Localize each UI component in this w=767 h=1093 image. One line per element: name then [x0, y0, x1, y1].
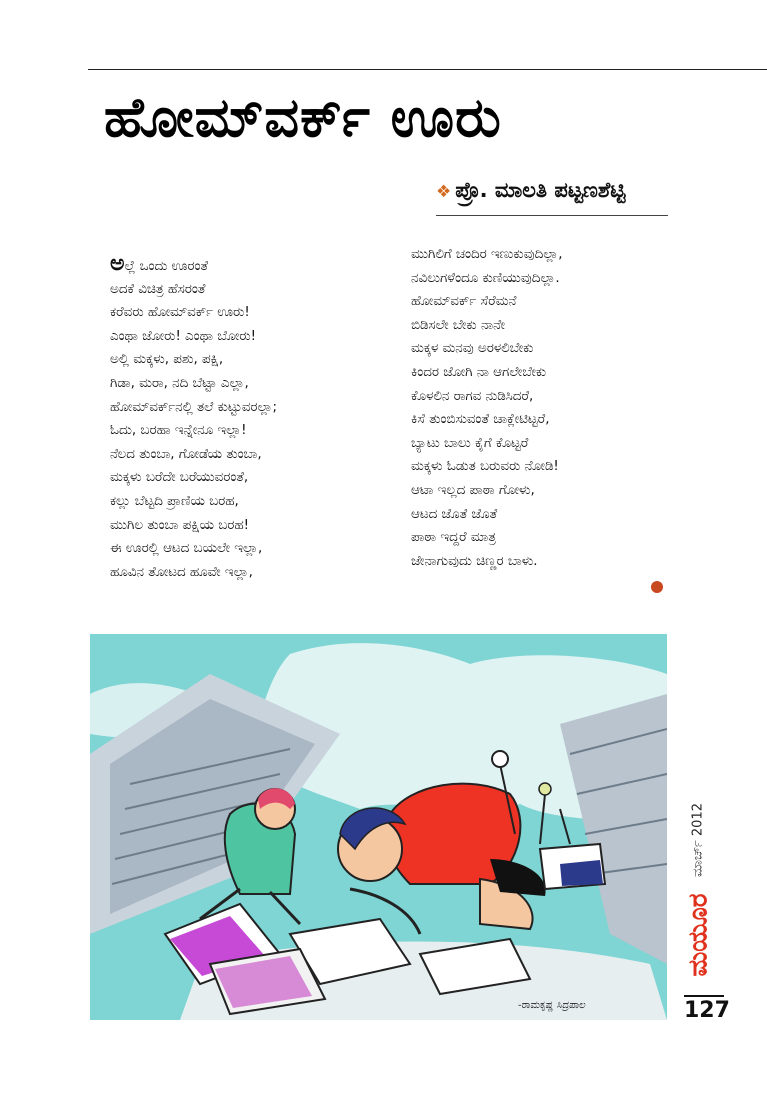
poem-line: ಆಟಾ ಇಲ್ಲದ ಪಾಠಾ ಗೋಳು,: [411, 482, 535, 498]
top-rule: [88, 69, 767, 70]
poem-line: ಮುಗಿಲ ತುಂಬಾ ಪಕ್ಷಿಯ ಬರಹ!: [110, 517, 249, 533]
illustration-credit: -ರಾಮಕೃಷ್ಣ ಸಿದ್ರಪಾಲ: [517, 1000, 587, 1011]
poem-line: ಕರೆವರು ಹೋಮ್‌ವರ್ಕ್ ಊರು!: [110, 305, 250, 321]
drop-cap: ಅ: [110, 251, 125, 276]
poem-line: ಕೊಳಲಿನ ರಾಗವ ನುಡಿಸಿದರೆ,: [411, 388, 534, 404]
poem-line: ಪಾಠಾ ಇದ್ದರೆ ಮಾತ್ರ: [411, 530, 496, 546]
poem-line: ಮುಗಿಲಿಗೆ ಚಂದಿರ ಇಣುಕುವುದಿಲ್ಲಾ,: [411, 247, 563, 262]
poem-line: ಎಂಥಾ ಜೋರು! ಎಂಥಾ ಬೋರು!: [110, 328, 257, 344]
author-byline: [436, 176, 668, 206]
magazine-logo: [684, 885, 714, 985]
page-number: 127: [684, 998, 730, 1023]
magazine-logo-text: ಮಯೂರ: [683, 893, 714, 977]
end-dot-icon: [651, 581, 663, 593]
poem-line-text: ಲ್ಲೆ ಒಂದು ಊರಂತೆ: [124, 259, 209, 274]
poem-line: ಕಲ್ಲು ಬೆಟ್ಟದಿ ಪ್ರಾಣಿಯ ಬರಹ,: [110, 493, 239, 509]
issue-date: [688, 800, 708, 880]
poem-line: ಬಿಡಿಸಲೇ ಬೇಕು ನಾನೇ: [411, 317, 505, 333]
byline-rule: [436, 215, 668, 216]
poem-line: ನವಿಲುಗಳೆಂದೂ ಕುಣಿಯುವುದಿಲ್ಲಾ.: [411, 270, 560, 286]
poem-right-column: [411, 243, 563, 573]
poem-line: ಬ್ಯಾಟು ಬಾಲು ಕೈಗೆ ಕೊಟ್ಟರೆ: [411, 435, 529, 451]
poem-line: ಹೂವಿನ ತೋಟದ ಹೂವೇ ಇಲ್ಲಾ,: [110, 564, 253, 580]
diamond-bullet-icon: ❖: [436, 182, 452, 202]
poem-line: ಗಿಡಾ, ಮರಾ, ನದಿ ಬೆಟ್ಟಾ ಎಲ್ಲಾ,: [110, 375, 249, 391]
poem-line: ಅದಕೆ ವಿಚಿತ್ರ ಹೆಸರಂತೆ: [110, 281, 206, 297]
poem-line: ಕಿಂದರ ಜೋಗಿ ನಾ ಆಗಲೇಬೇಕು: [411, 364, 547, 380]
poem-line: ಜೇನಾಗುವುದು ಚಿಣ್ಣರ ಬಾಳು.: [411, 553, 538, 569]
author-name: ಪ್ರೊ. ಮಾಲತಿ ಪಟ್ಟಣಶೆಟ್ಟಿ: [455, 178, 626, 202]
page-number-rule: [684, 995, 724, 997]
poem-line: ಮಕ್ಕಳು ಓಡುತ ಬರುವರು ನೋಡಿ!: [411, 459, 559, 475]
poem-line: ಹೋಮ್‌ವರ್ಕ್‌ನಲ್ಲಿ ತಲೆ ಕುಟ್ಟುವರಲ್ಲಾ;: [110, 399, 278, 415]
poem-line: ನೆಲದ ತುಂಬಾ, ಗೋಡೆಯ ತುಂಬಾ,: [110, 446, 262, 462]
poem-line: ಕಿಸೆ ತುಂಬಿಸುವಂತೆ ಚಾಕ್ಲೇಟಿಟ್ಟರೆ,: [411, 412, 550, 428]
poem-line: [110, 251, 277, 278]
illustration: [90, 634, 667, 1020]
poem-line: ಮಕ್ಕಳು ಬರೆದೇ ಬರೆಯುವರಂತೆ,: [110, 470, 249, 486]
article-title: ಹೋಮ್‌ವರ್ಕ್ ಊರು: [104, 86, 502, 149]
poem-line: ಹೋಮ್‌ವರ್ಕ್ ಸೆರೆಮನೆ: [411, 294, 517, 310]
poem-line: ಆಟದ ಜೊತೆ ಜೊತೆ: [411, 506, 498, 522]
poem-line: ಮಕ್ಕಳ ಮನವು ಅರಳಲಿಬೇಕು: [411, 341, 534, 357]
children-homework-illustration: [90, 634, 667, 1020]
poem-line: ಓದು, ಬರಹಾ ಇನ್ನೇನೂ ಇಲ್ಲಾ!: [110, 423, 247, 439]
issue-date-text: ಮಾರ್ಚ್ 2012: [690, 803, 706, 877]
poem-left-column: [110, 251, 278, 584]
poem-line: ಅಲ್ಲಿ ಮಕ್ಕಳು, ಪಶು, ಪಕ್ಷಿ,: [110, 352, 224, 368]
poem-line: ಈ ಊರಲ್ಲಿ ಆಟದ ಬಯಲೇ ಇಲ್ಲಾ,: [110, 541, 263, 557]
